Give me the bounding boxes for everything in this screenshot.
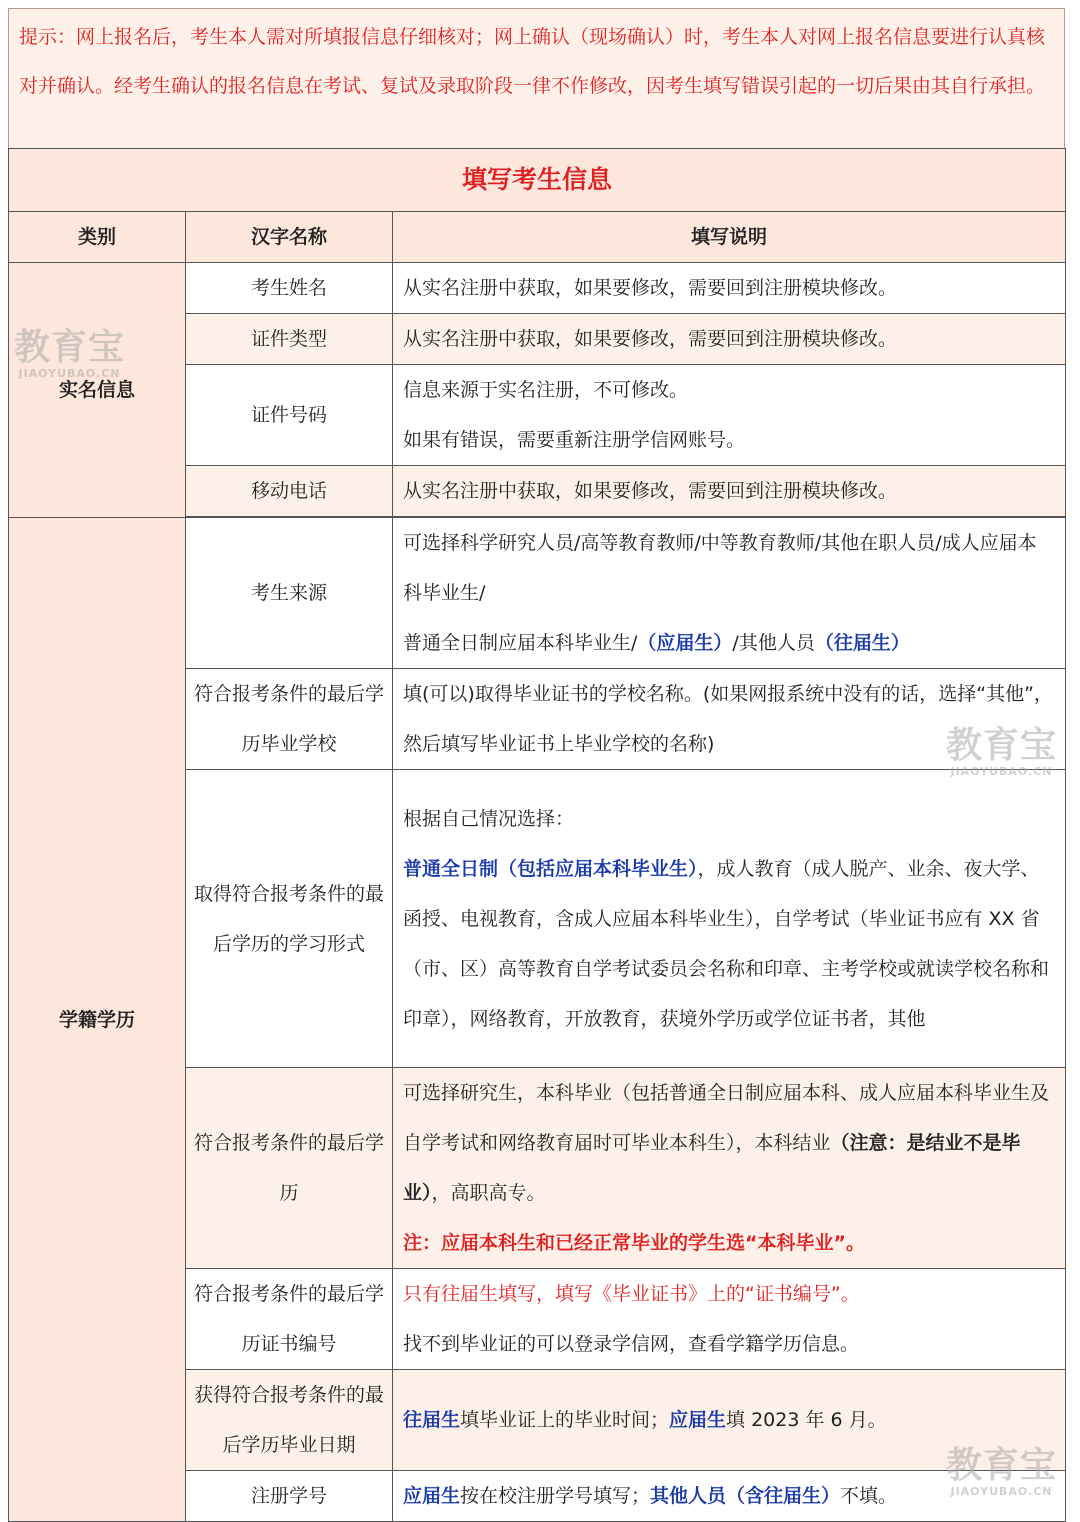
header-name: 汉字名称	[186, 212, 393, 263]
field-name: 考生姓名	[186, 263, 393, 314]
field-desc: 从实名注册中获取，如果要修改，需要回到注册模块修改。	[393, 263, 1066, 314]
field-name: 移动电话	[186, 466, 393, 517]
field-name: 证件类型	[186, 314, 393, 365]
category-realname: 实名信息	[9, 263, 186, 518]
field-desc: 应届生按在校注册学号填写；其他人员（含往届生）不填。	[393, 1471, 1066, 1522]
field-name: 注册学号	[186, 1471, 393, 1522]
watermark-logo: 教育宝 JIAOYUBAO.CN	[14, 327, 126, 380]
field-desc: 往届生填毕业证上的毕业时间；应届生填 2023 年 6 月。	[393, 1370, 1066, 1471]
field-desc: 可选择研究生，本科毕业（包括普通全日制应届本科、成人应届本科毕业生及自学考试和网络教育届时可毕业本科生），本科结业（注意：是结业不是毕业），高职高专。 注：应届本科生和已经正常毕业的学生选“本科毕业”。	[393, 1068, 1066, 1269]
field-desc: 只有往届生填写，填写《毕业证书》上的“证书编号”。 找不到毕业证的可以登录学信网，查看学籍学历信息。	[393, 1269, 1066, 1370]
note-line: 注：应届本科生和已经正常毕业的学生选“本科毕业”。	[403, 1232, 865, 1254]
field-name: 获得符合报考条件的最后学历毕业日期	[186, 1370, 393, 1471]
table-row	[9, 518, 1066, 669]
field-desc: 根据自己情况选择： 普通全日制（包括应届本科毕业生），成人教育（成人脱产、业余、夜大学、函授、电视教育，含成人应届本科毕业生），自学考试（毕业证书应有 XX 省（市、区）高等教育自学考试委员会名称和印章、主考学校或就读学校名称和印章），网络教育，开放教育，获境外学历或学位证书者，其他	[393, 770, 1066, 1068]
watermark-logo: 教育宝 JIAOYUBAO.CN	[946, 1445, 1058, 1498]
table-header-row	[9, 212, 1066, 263]
desc-line: 如果有错误，需要重新注册学信网账号。	[403, 429, 746, 451]
field-name: 考生来源	[186, 518, 393, 669]
desc-line: 信息来源于实名注册，不可修改。	[403, 379, 689, 401]
field-name: 符合报考条件的最后学历证书编号	[186, 1269, 393, 1370]
document-page	[8, 8, 1065, 1522]
field-desc: 可选择科学研究人员/高等教育教师/中等教育教师/其他在职人员/成人应届本科毕业生/ 普通全日制应届本科毕业生/（应届生）/其他人员（往届生）	[393, 518, 1066, 669]
watermark-logo: 教育宝 JIAOYUBAO.CN	[946, 725, 1058, 778]
table-row	[9, 263, 1066, 314]
field-name: 取得符合报考条件的最后学历的学习形式	[186, 770, 393, 1068]
table-title: 填写考生信息	[9, 149, 1066, 212]
field-name: 符合报考条件的最后学历毕业学校	[186, 669, 393, 770]
field-desc	[393, 365, 1066, 466]
notice-text: 提示：网上报名后，考生本人需对所填报信息仔细核对；网上确认（现场确认）时，考生本人对网上报名信息要进行认真核对并确认。经考生确认的报名信息在考试、复试及录取阶段一律不作修改，因考生填写错误引起的一切后果由其自行承担。	[8, 8, 1065, 148]
field-desc: 从实名注册中获取，如果要修改，需要回到注册模块修改。	[393, 314, 1066, 365]
field-desc: 填(可以)取得毕业证书的学校名称。(如果网报系统中没有的话，选择“其他”，然后填写毕业证书上毕业学校的名称)	[393, 669, 1066, 770]
field-desc: 从实名注册中获取，如果要修改，需要回到注册模块修改。	[393, 466, 1066, 517]
field-name: 符合报考条件的最后学历	[186, 1068, 393, 1269]
info-table	[8, 148, 1066, 1522]
header-category: 类别	[9, 212, 186, 263]
field-name: 证件号码	[186, 365, 393, 466]
header-desc: 填写说明	[393, 212, 1066, 263]
category-education: 学籍学历	[9, 518, 186, 1522]
